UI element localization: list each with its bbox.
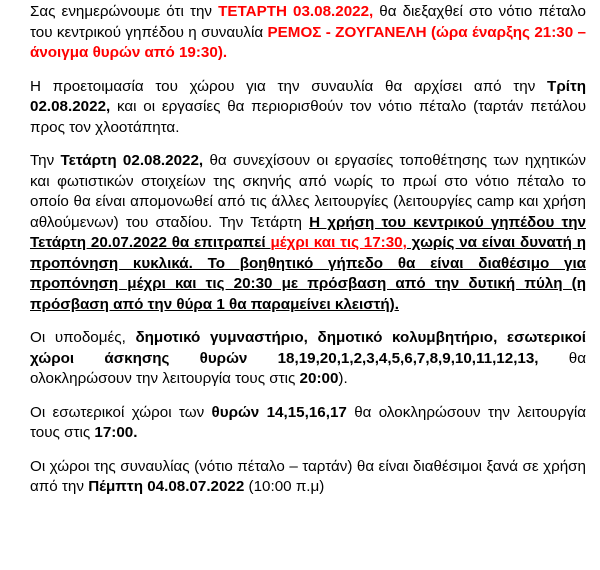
text: θα ολοκληρώσουν την λειτουργία τους στις bbox=[30, 403, 587, 441]
field-use-notice: Η χρήση του κεντρικού γηπέδου την Τετάρτη 20.07.2022 θα επιτραπεί bbox=[30, 213, 586, 251]
text: Οι εσωτερικοί χώροι των bbox=[30, 403, 212, 421]
announcement-document bbox=[30, 2, 586, 511]
paragraph-concert-notice bbox=[30, 2, 586, 64]
paragraph-reopening bbox=[30, 457, 586, 498]
indoor-closing-time: 17:00. bbox=[94, 424, 138, 441]
text: Οι χώροι της συναυλίας (νότιο πέταλο – ταρτάν) θα είναι διαθέσιμοι ξανά σε χρήση από την bbox=[30, 457, 586, 495]
paragraph-works-and-field-use bbox=[30, 151, 586, 315]
text: Η προετοιμασία του χώρου για την συναυλία θα αρχίσει από την bbox=[30, 77, 548, 95]
paragraph-preparation bbox=[30, 77, 586, 139]
text: Την bbox=[30, 152, 61, 169]
text: θα ολοκληρώσουν την λειτουργία τους στις bbox=[30, 349, 586, 387]
concert-date: ΤΕΤΑΡΤΗ 03.08.2022, bbox=[218, 3, 374, 20]
field-use-time-limit: μέχρι και τις 17:30, bbox=[270, 234, 407, 251]
concert-times: (ώρα έναρξης 21:30 – άνοιγμα θυρών από 19:30). bbox=[30, 23, 586, 61]
paragraph-facilities-closing bbox=[30, 328, 586, 390]
text: θα συνεχίσουν οι εργασίες τοποθέτησης των ηχητικών και φωτιστικών στοιχείων της σκηνής από νωρίς το πρωί στο νότιο πέταλο το οποίο θα είναι απομονωθεί από τις άλλες λειτουργίες (λειτουργίες camp και χρήση αθλούμενων) του σταδίου. Την Τετάρτη bbox=[30, 152, 586, 231]
text: και οι εργασίες θα περιορισθούν τον νότιο πέταλο (ταρτάν πετάλου προς τον χλοοτάπητα. bbox=[30, 98, 586, 136]
text: (10:00 π.μ) bbox=[244, 478, 325, 495]
gates-list: θυρών 14,15,16,17 bbox=[211, 403, 347, 421]
closing-time: 20:00 bbox=[299, 370, 339, 387]
facilities-list: δημοτικό γυμναστήριο, δημοτικό κολυμβητήριο, εσωτερικοί χώροι άσκησης θυρών 18,19,20,1,2,3,4,5,6,7,8,9,10,11,12,13, bbox=[30, 329, 586, 367]
paragraph-indoor-areas bbox=[30, 403, 586, 444]
works-day: Τετάρτη 02.08.2022, bbox=[60, 152, 204, 169]
concert-name: ΡΕΜΟΣ - ΖΟΥΓΑΝΕΛΗ bbox=[267, 23, 427, 41]
reopening-date: Πέμπτη 04.08.07.2022 bbox=[88, 478, 245, 495]
preparation-date: Τρίτη 02.08.2022, bbox=[30, 77, 586, 115]
text: Οι υποδομές, bbox=[30, 329, 136, 346]
text: Σας ενημερώνουμε ότι την bbox=[30, 3, 219, 20]
training-notice: χωρίς να είναι δυνατή η προπόνηση κυκλικά. Το βοηθητικό γήπεδο θα είναι διαθέσιμο για προπόνηση μέχρι και τις 20:30 με πρόσβαση από την δυτική πύλη (η πρόσβαση από την θύρα 1 θα παραμείνει κλειστή). bbox=[30, 234, 587, 313]
text: ). bbox=[338, 370, 348, 387]
text: θα διεξαχθεί στο νότιο πέταλο του κεντρικού γηπέδου η συναυλία bbox=[30, 3, 586, 41]
